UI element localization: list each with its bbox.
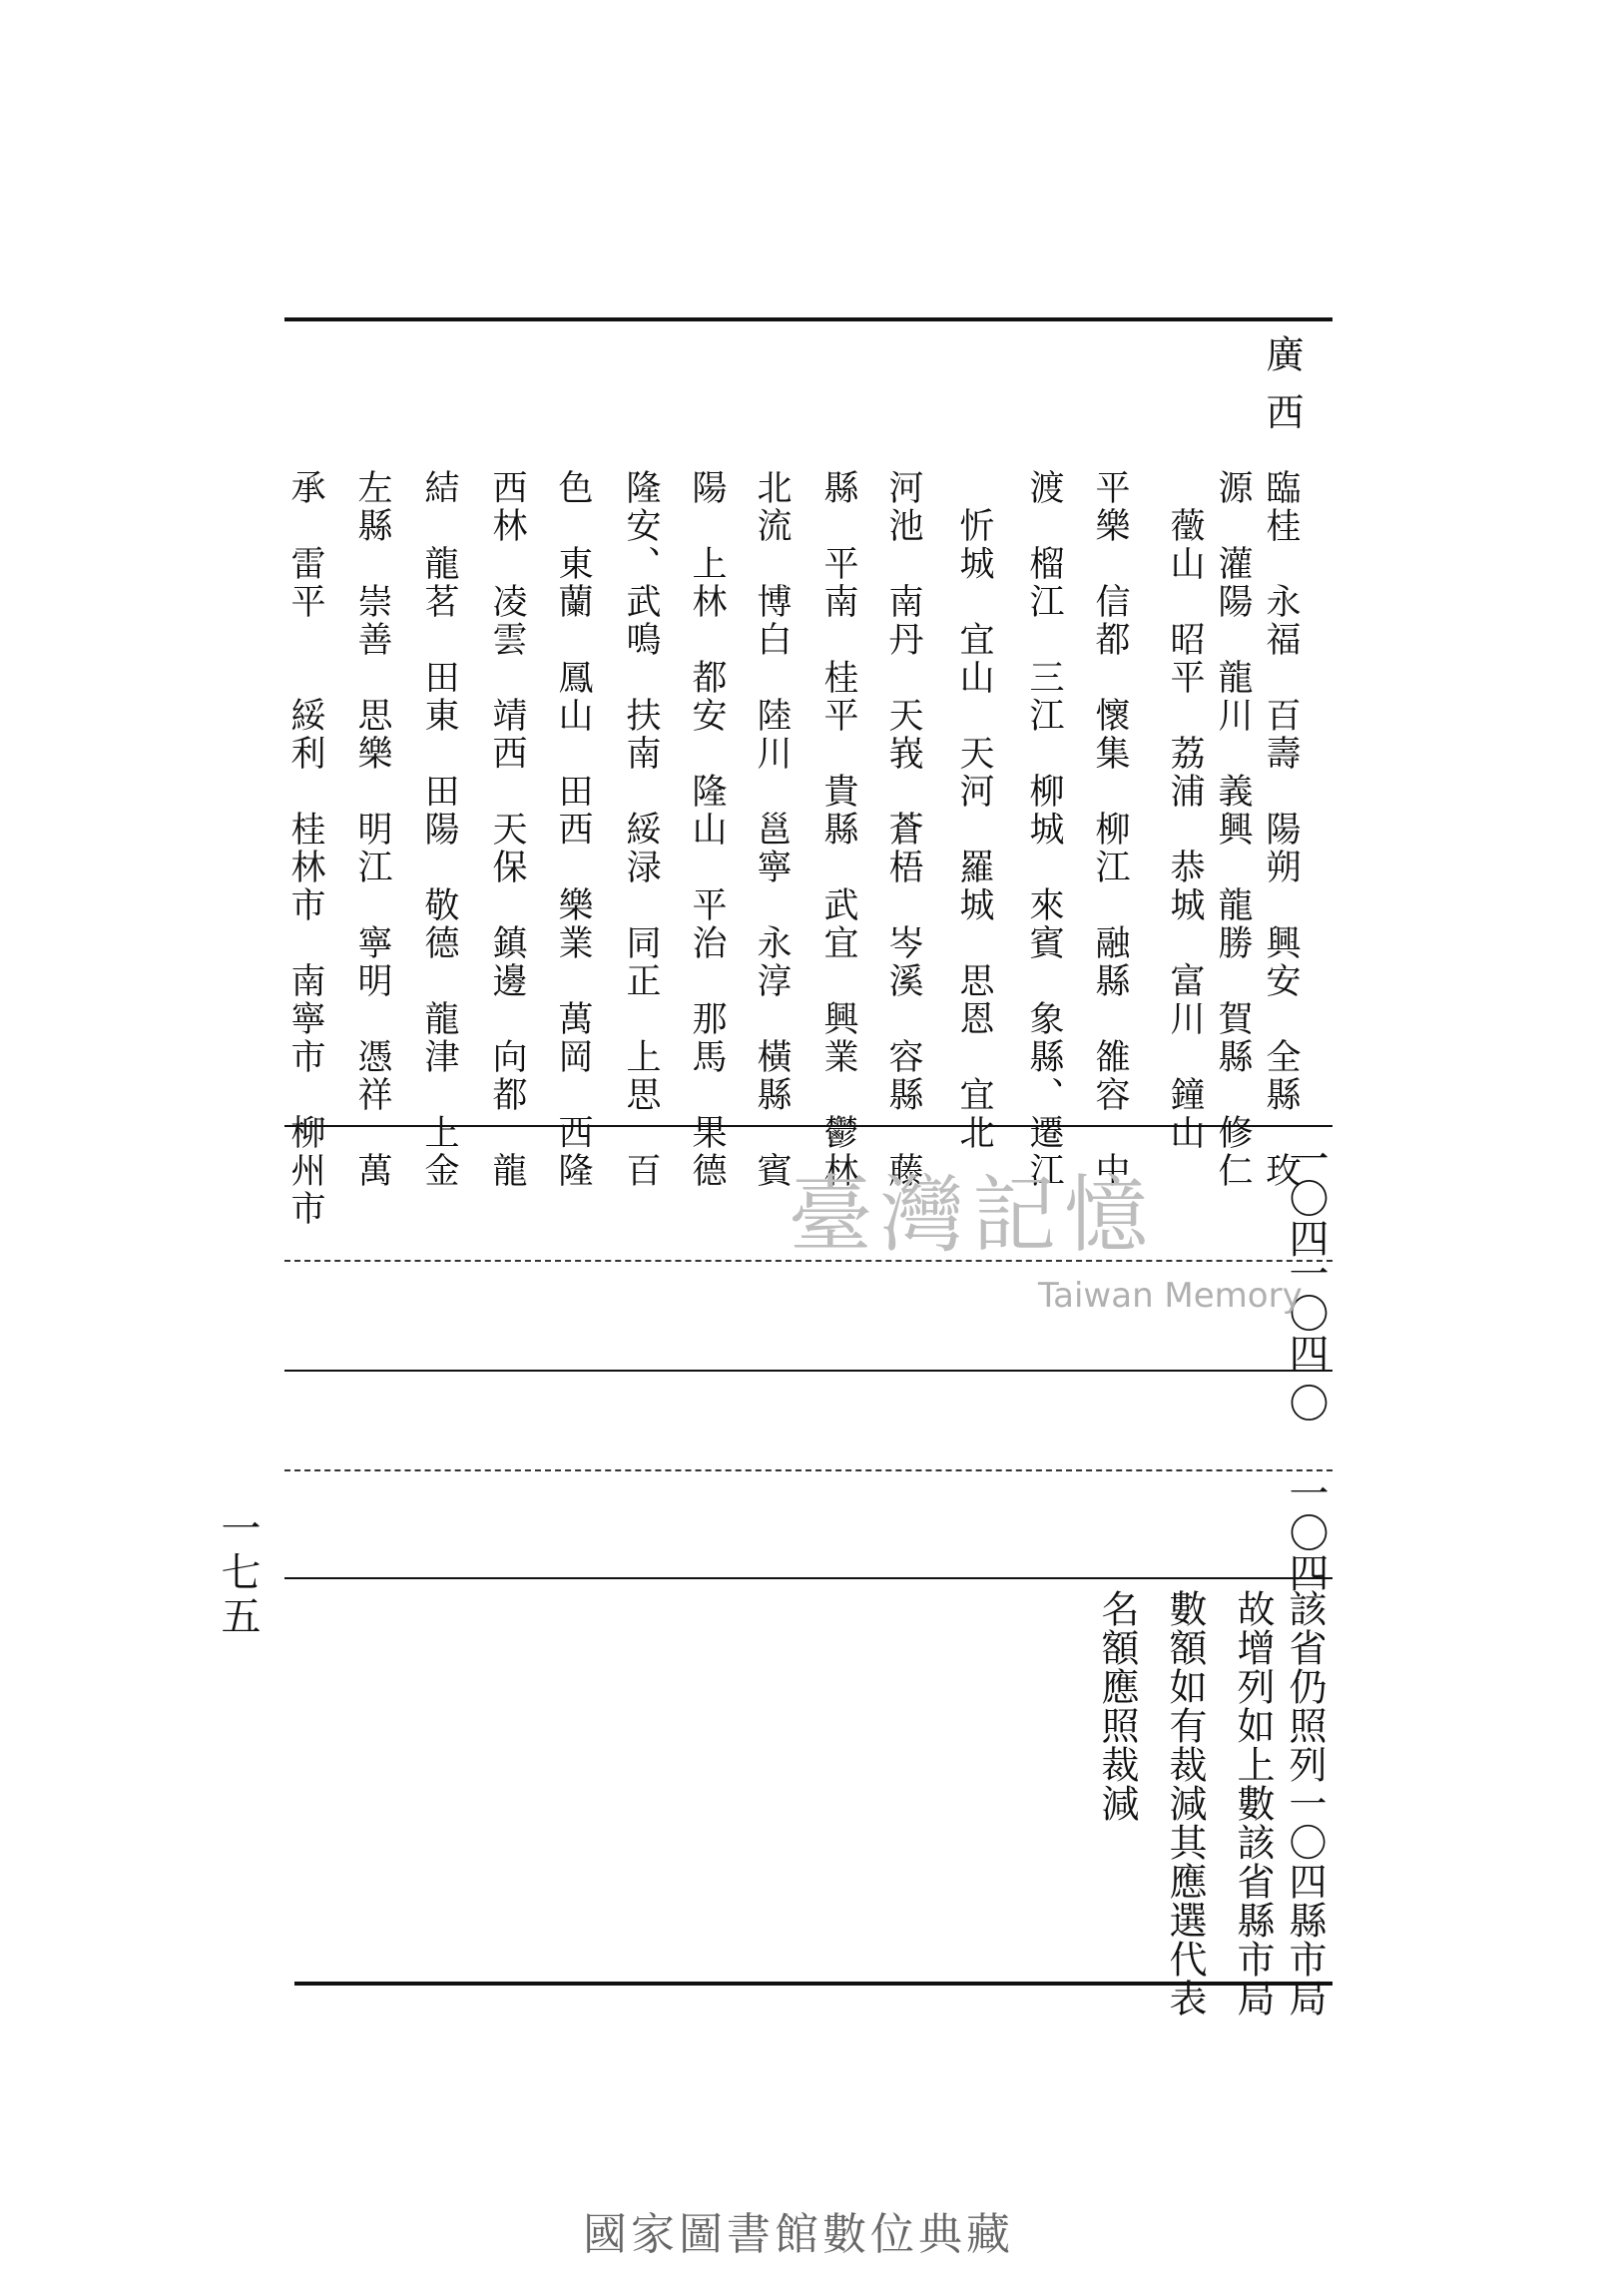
place-column: 忻城 宜山 天河 羅城 思恩 宜北 <box>954 469 994 1152</box>
watermark-logo: 臺灣記憶 <box>789 1166 1157 1264</box>
place-column: 西林 凌雲 靖西 天保 鎮邊 向都 龍 <box>487 469 527 1190</box>
note-column: 名額應照裁減 <box>1095 1589 1139 1823</box>
place-column: 左縣 崇善 思樂 明江 寧明 憑祥 萬 <box>352 469 392 1190</box>
place-column: 隆安、武鳴 扶南 綏渌 同正 上思 百 <box>621 469 661 1190</box>
place-column: 色 東蘭 鳳山 田西 樂業 萬岡 西隆 <box>553 469 593 1190</box>
watermark-english: Taiwan Memory <box>1038 1276 1303 1316</box>
note-column: 該省仍照列一〇四縣市局 <box>1283 1589 1327 2017</box>
page-number: 一七五 <box>215 1507 261 1639</box>
count-divider-4 <box>284 1577 1332 1579</box>
place-column: 縣 平南 桂平 貴縣 武宜 興業 鬱林 <box>818 469 858 1190</box>
place-column: 平樂 信都 懷集 柳江 融縣 雒容 中 <box>1090 469 1130 1190</box>
place-column: 藢山 昭平 荔浦 恭城 富川 鐘山 <box>1165 469 1205 1152</box>
note-column: 故增列如上數該省縣市局 <box>1231 1589 1275 2017</box>
count-divider-2 <box>284 1370 1332 1372</box>
province-label: 廣西 <box>1260 334 1304 450</box>
place-column: 河池 南丹 天峩 蒼梧 岑溪 容縣 藤 <box>883 469 923 1190</box>
count-cell: 一〇四 <box>1283 1472 1329 1592</box>
count-cell: 一〇四 <box>1283 1138 1329 1258</box>
place-column: 渡 榴江 三江 柳城 來賓 象縣、遷江 <box>1024 469 1064 1190</box>
count-divider-3 <box>284 1469 1332 1471</box>
place-column: 北流 博白 陸川 邕寧 永淳 橫縣 賓 <box>752 469 792 1190</box>
count-cell: 一〇四 <box>1283 1253 1329 1373</box>
place-column: 源 灌陽 龍川 義興 龍勝 賀縣 修仁 <box>1213 469 1253 1190</box>
count-cell: 〇 <box>1283 1383 1329 1423</box>
archive-footer: 國家圖書館數位典藏 <box>583 2209 1014 2260</box>
top-rule <box>284 317 1332 321</box>
place-column: 承 雷平 綏利 桂林市 南寧市 柳州市 <box>285 469 325 1228</box>
place-column: 陽 上林 都安 隆山 平治 那馬 果德 <box>687 469 727 1190</box>
place-column: 臨桂 永福 百壽 陽朔 興安 全縣 玫 <box>1261 469 1301 1190</box>
place-column: 結 龍茗 田東 田陽 敬德 龍津 上金 <box>419 469 459 1190</box>
note-column: 數額如有裁減其應選代表 <box>1163 1589 1207 2017</box>
